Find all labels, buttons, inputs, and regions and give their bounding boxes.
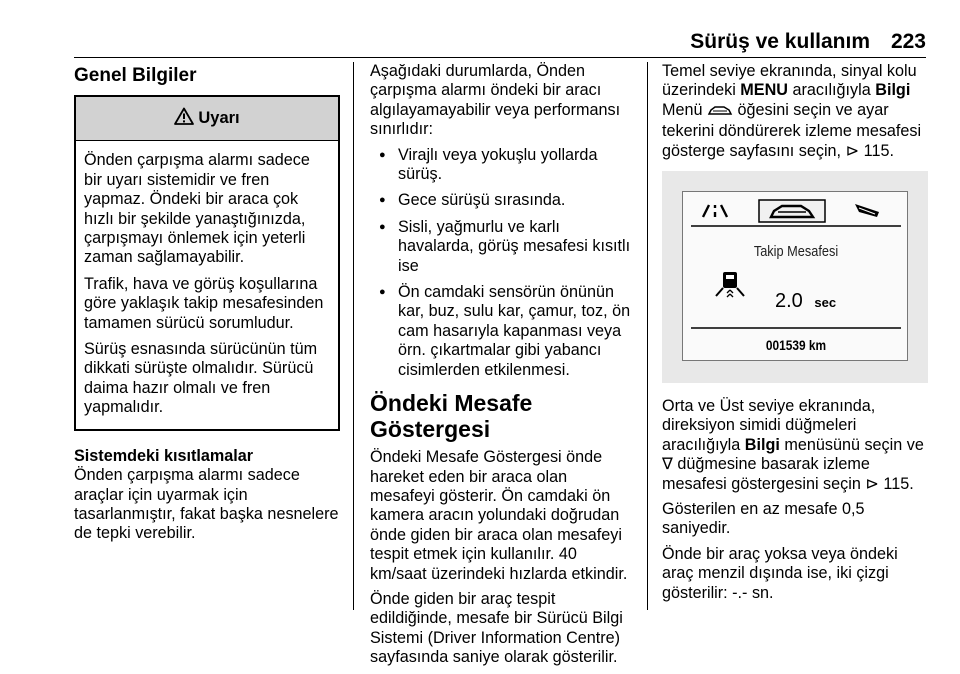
page-header bbox=[74, 30, 926, 54]
column-2 bbox=[370, 62, 634, 674]
warning-triangle-icon bbox=[174, 107, 194, 130]
page-number: 223 bbox=[890, 30, 926, 53]
cluster-display-image bbox=[662, 171, 928, 383]
column-1 bbox=[74, 62, 340, 550]
page-ref: 115. bbox=[883, 474, 914, 493]
limits-text: Önden çarpışma alarmı sadece araçlar için uyarmak için tasarlanmıştır, fakat başka nesnelere de tepki verebilir. bbox=[74, 466, 339, 543]
basic-level-paragraph: Temel seviye ekranında, sinyal kolu üzerindeki MENU aracılığıyla Bilgi Menü öğesini seçin ve ayar tekerini döndürerek izleme mesafesi gösterge sayfasını seçin, ⊳ 115. bbox=[662, 62, 922, 160]
road-icon bbox=[703, 205, 727, 217]
conditions-list bbox=[370, 146, 634, 380]
shoe-settings-icon bbox=[855, 204, 879, 217]
mid-level-paragraph: Orta ve Üst seviye ekranında, direksiyon simidi düğmeleri aracılığıyla Bilgi menüsünü seçin ve ∇ düğmesine basarak izleme mesafesi göstergesini seçin ⊳ 115. bbox=[662, 397, 924, 493]
column-divider bbox=[647, 62, 648, 610]
list-item: ● Virajlı veya yokuşlu yollarda sürüş. bbox=[370, 146, 634, 185]
warning-box bbox=[74, 95, 340, 430]
header-rule bbox=[74, 57, 926, 58]
warning-paragraph: Sürüş esnasında sürücünün tüm dikkati sürüşte olmalıdır. Sürücü daima hazır olmalı ve fren yapmalıdır. bbox=[84, 340, 318, 417]
section-title-general: Genel Bilgiler bbox=[74, 65, 197, 86]
distance-paragraph-2: Önde giden bir araç tespit edildiğinde, mesafe bir Sürücü Bilgi Sistemi (Driver Information Centre) sayfasında saniye olarak gösterilir. bbox=[370, 589, 623, 667]
odometer-readout: 001539 km bbox=[765, 337, 827, 354]
warning-paragraph: Önden çarpışma alarmı sadece bir uyarı sistemidir ve fren yapmaz. Öndeki bir araca çok hızlı bir şekilde yanaştığınızda, çarpışmayı önlemek için yeterli zaman sağlamayabilir. bbox=[84, 151, 310, 267]
distance-unit: sec bbox=[814, 295, 837, 311]
list-item: ● Ön camdaki sensörün önünün kar, buz, sulu kar, çamur, toz, ön cam hasarıyla kapanması veya örn. çıkartmalar gibi yabancı cisimlerden etkilenmesi. bbox=[370, 283, 634, 380]
warning-body bbox=[76, 141, 338, 428]
down-button-icon: ∇ bbox=[662, 455, 673, 474]
list-item: ● Gece sürüşü sırasında. bbox=[370, 191, 634, 210]
warning-label: Uyarı bbox=[198, 109, 240, 128]
display-distance-value bbox=[775, 292, 836, 312]
warning-paragraph: Trafik, hava ve görüş koşullarına göre yaklaşık takip mesafesinden tamamen sürücü sorumludur. bbox=[84, 274, 324, 332]
menu-keyword: MENU bbox=[740, 81, 788, 100]
column-divider bbox=[353, 62, 354, 610]
list-item: ● Sisli, yağmurlu ve karlı havalarda, görüş mesafesi kısıtlı ise bbox=[370, 218, 634, 276]
conditions-intro: Aşağıdaki durumlarda, Önden çarpışma alarmı öndeki bir aracı algılayamayabilir veya performansı sınırlıdır: bbox=[370, 62, 621, 139]
page-ref-icon: ⊳ bbox=[865, 474, 879, 493]
distance-paragraph-1: Öndeki Mesafe Göstergesi önde hareket eden bir araca olan mesafeyi gösterir. Ön camdaki ön kamera aracın yolundaki doğrudan önde giden bir araca olan mesafeyi tespit etmek için kullanılır. 40 km/saat üzerindeki hızlarda etkindir. bbox=[370, 448, 628, 583]
car-menu-icon bbox=[707, 103, 733, 122]
page-ref: 115. bbox=[863, 141, 894, 160]
column-3 bbox=[662, 62, 928, 609]
no-vehicle-paragraph: Önde bir araç yoksa veya öndeki araç menzil dışında ise, iki çizgi gösterilir: -.- sn. bbox=[662, 544, 898, 602]
distance-value: 2.0 bbox=[775, 290, 803, 313]
chapter-title: Sürüş ve kullanım bbox=[690, 30, 870, 53]
min-distance-paragraph: Gösterilen en az mesafe 0,5 saniyedir. bbox=[662, 500, 865, 538]
following-distance-icon bbox=[716, 272, 744, 297]
bilgi-keyword: Bilgi bbox=[744, 435, 780, 454]
warning-header bbox=[76, 97, 338, 141]
bilgi-keyword: Bilgi bbox=[875, 81, 911, 100]
page-ref-icon: ⊳ bbox=[845, 141, 860, 160]
display-title: Takip Mesafesi bbox=[753, 243, 839, 261]
cluster-screen bbox=[682, 191, 908, 361]
distance-indicator-heading: Öndeki Mesafe Göstergesi bbox=[370, 390, 533, 443]
limits-heading: Sistemdeki kısıtlamalar bbox=[74, 446, 254, 465]
